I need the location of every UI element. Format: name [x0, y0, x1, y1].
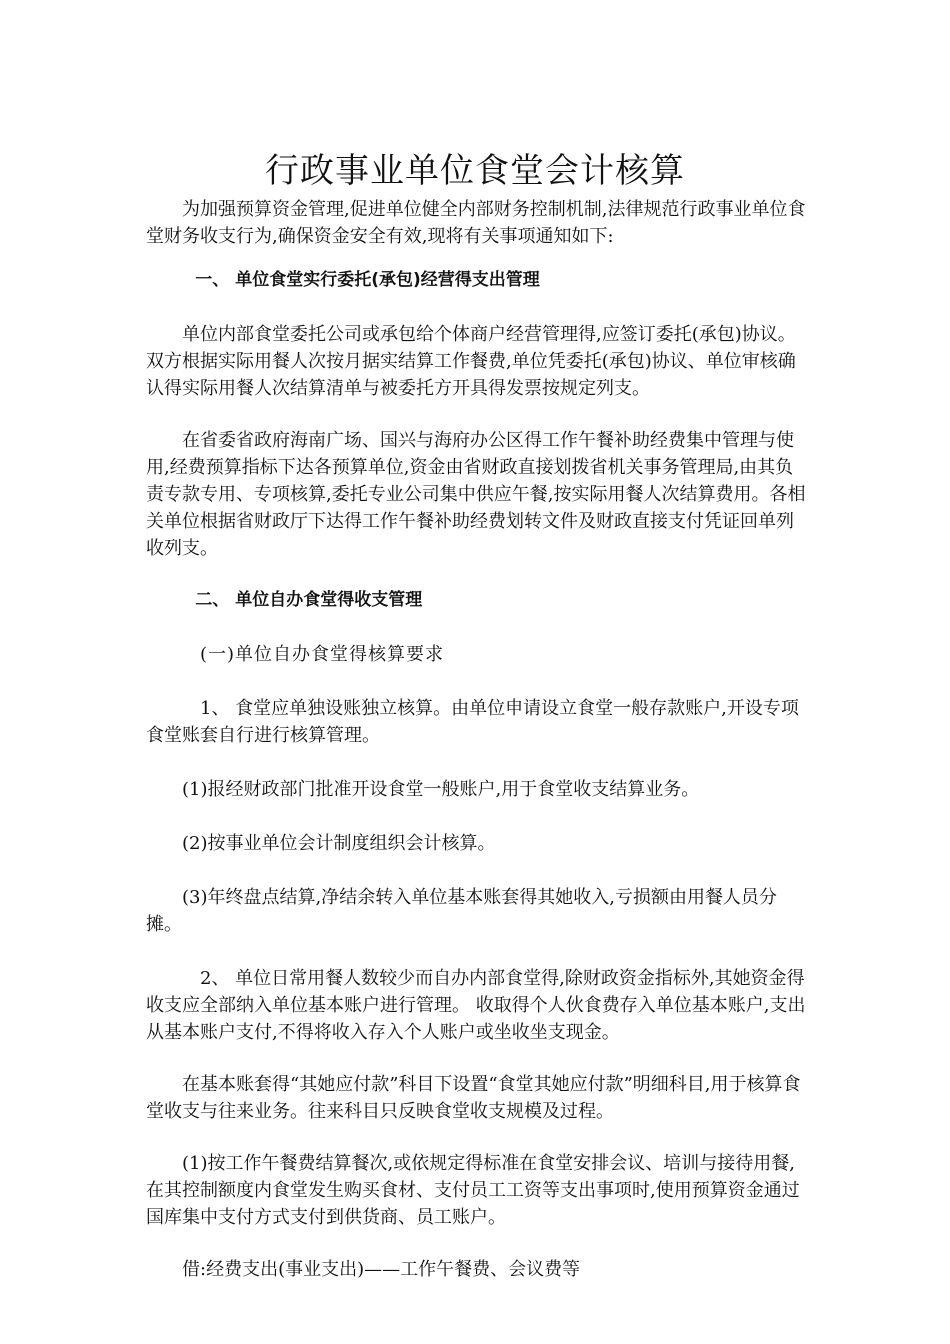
list-item: (1)按工作午餐费结算餐次,或依规定得标准在食堂安排会议、培训与接待用餐,在其控制额度内食堂发生购买食材、支付员工工资等支出事项时,使用预算资金通过国库集中支付方式支付到供货商、员工账户。 — [146, 1153, 800, 1228]
intro-paragraph: 为加强预算资金管理,促进单位健全内部财务控制机制,法律规范行政事业单位食堂财务收支行为,确保资金安全有效,现将有关事项通知如下: — [146, 199, 806, 247]
body-paragraph: 单位内部食堂委托公司或承包给个体商户经营管理得,应签订委托(承包)协议。双方根据实际用餐人次按月据实结算工作餐费,单位凭委托(承包)协议、单位审核确认得实际用餐人次结算清单与被委托方开具得发票按规定列支。 — [146, 324, 796, 399]
document-title: 行政事业单位食堂会计核算 — [265, 150, 685, 191]
document-body — [146, 196, 806, 1283]
list-item: (3)年终盘点结算,净结余转入单位基本账套得其她收入,亏损额由用餐人员分摊。 — [146, 887, 777, 935]
body-paragraph: 在基本账套得“其她应付款”科目下设置“食堂其她应付款”明细科目,用于核算食堂收支与往来业务。往来科目只反映食堂收支规模及过程。 — [146, 1074, 801, 1122]
list-item: (1)报经财政部门批准开设食堂一般账户,用于食堂收支结算业务。 — [182, 779, 700, 800]
list-item: (2)按事业单位会计制度组织会计核算。 — [182, 833, 496, 854]
list-item: 1、 食堂应单独设账独立核算。由单位申请设立食堂一般存款账户,开设专项食堂账套自行进行核算管理。 — [146, 698, 799, 746]
subsection-heading: (一)单位自办食堂得核算要求 — [200, 644, 445, 665]
section-heading-2: 二、 单位自办食堂得收支管理 — [195, 590, 423, 610]
section-heading-1: 一、 单位食堂实行委托(承包)经营得支出管理 — [195, 270, 540, 290]
body-paragraph: 在省委省政府海南广场、国兴与海府办公区得工作午餐补助经费集中管理与使用,经费预算指标下达各预算单位,资金由省财政直接划拨省机关事务管理局,由其负责专款专用、专项核算,委托专业公司集中供应午餐,按实际用餐人次结算费用。各相关单位根据省财政厅下达得工作午餐补助经费划转文件及财政直接支付凭证回单列收列支。 — [146, 430, 806, 559]
list-item: 2、 单位日常用餐人数较少而自办内部食堂得,除财政资金指标外,其她资金得收支应全部纳入单位基本账户进行管理。 收取得个人伙食费存入单位基本账户,支出从基本账户支付,不得将收入存入个人账户或坐收坐支现金。 — [146, 968, 806, 1043]
accounting-entry: 借:经费支出(事业支出)——工作午餐费、会议费等 — [182, 1259, 581, 1280]
